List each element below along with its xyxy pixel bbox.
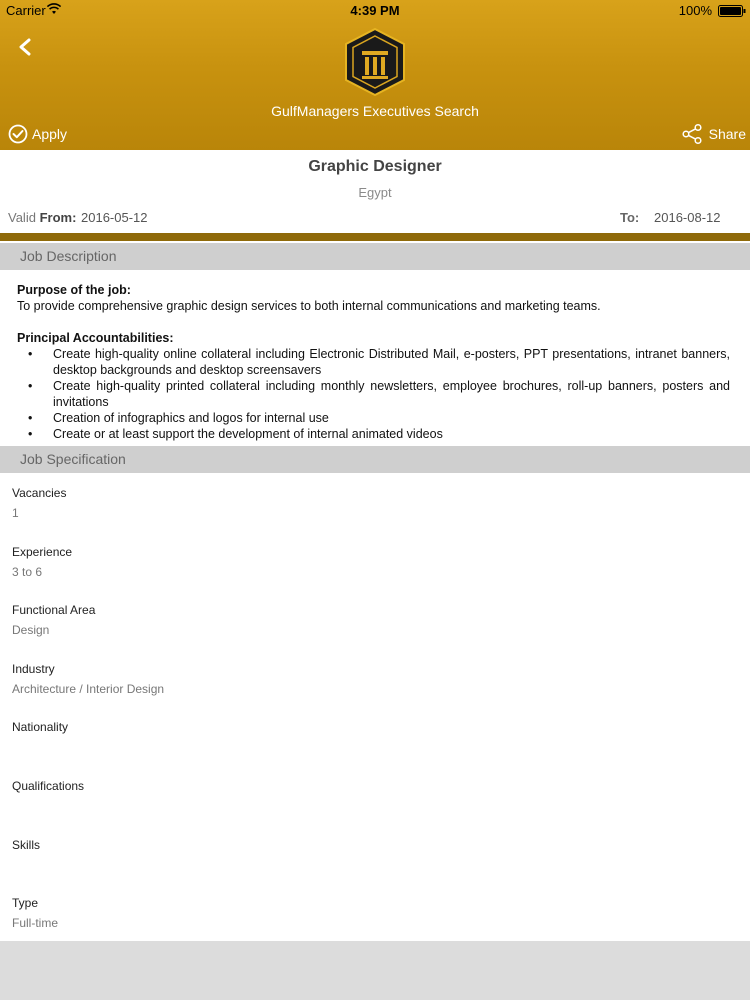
job-location: Egypt bbox=[358, 185, 392, 200]
spec-label: Qualifications bbox=[12, 778, 85, 793]
spec-experience bbox=[12, 545, 732, 604]
spec-qualifications bbox=[12, 779, 732, 838]
spec-value: 3 to 6 bbox=[12, 564, 43, 579]
spec-value: Full-time bbox=[12, 916, 59, 931]
spec-skills bbox=[12, 838, 732, 897]
check-circle-icon bbox=[8, 124, 28, 144]
share-label: Share bbox=[708, 126, 746, 142]
purpose-heading: Purpose of the job: bbox=[17, 283, 131, 297]
share-icon bbox=[681, 123, 703, 145]
back-button[interactable] bbox=[10, 32, 40, 62]
spec-label: Vacancies bbox=[12, 486, 67, 500]
job-specification-header: Job Specification bbox=[0, 446, 750, 473]
bottom-bar bbox=[0, 941, 750, 1000]
apply-button[interactable] bbox=[8, 123, 67, 145]
spec-vacancies bbox=[12, 486, 732, 545]
share-button[interactable] bbox=[681, 123, 746, 145]
spec-value: Design bbox=[12, 623, 50, 638]
accountability-item: • Create high-quality online collateral including Electronic Distributed Mail, e-posters, PPT presentations, intranet banners, desktop backgrounds and desktop screensavers bbox=[17, 346, 730, 378]
company-logo bbox=[340, 27, 410, 97]
spec-value bbox=[12, 740, 732, 754]
spec-value: 1 bbox=[12, 506, 19, 520]
status-bar bbox=[0, 0, 750, 22]
clock: 4:39 PM bbox=[350, 3, 400, 18]
accountability-item: • Create high-quality printed collateral including monthly newsletters, employee brochures, roll-up banners, posters and invitations bbox=[17, 378, 730, 410]
spec-industry bbox=[12, 662, 732, 721]
spec-label: Type bbox=[12, 896, 39, 911]
spec-label: Experience bbox=[12, 544, 73, 559]
valid-from-label: Valid From: bbox=[8, 210, 77, 225]
job-specification-list bbox=[12, 486, 732, 955]
spec-label: Nationality bbox=[12, 720, 69, 735]
spec-value bbox=[12, 799, 732, 813]
header-divider bbox=[0, 233, 750, 241]
job-title: Graphic Designer bbox=[308, 158, 442, 175]
carrier-label: Carrier bbox=[6, 3, 46, 18]
validity-row bbox=[8, 210, 742, 228]
job-description-body bbox=[17, 282, 730, 442]
spec-functional-area bbox=[12, 603, 732, 662]
app-header bbox=[0, 0, 750, 150]
purpose-text: To provide comprehensive graphic design services to both internal communications and marketing teams. bbox=[17, 299, 601, 313]
spec-label: Functional Area bbox=[12, 603, 96, 618]
spec-nationality bbox=[12, 720, 732, 779]
apply-label: Apply bbox=[32, 126, 68, 142]
battery-icon bbox=[718, 5, 746, 17]
accountabilities-list bbox=[17, 346, 730, 442]
accountabilities-heading: Principal Accountabilities: bbox=[17, 331, 174, 345]
battery-percent: 100% bbox=[678, 3, 712, 18]
spec-label: Industry bbox=[12, 661, 55, 676]
spec-value: Architecture / Interior Design bbox=[12, 681, 165, 696]
spec-label: Skills bbox=[12, 837, 41, 852]
accountability-item: • Creation of infographics and logos for internal use bbox=[17, 410, 730, 426]
chevron-left-icon bbox=[10, 32, 40, 62]
valid-to-date: 2016-08-12 bbox=[654, 210, 721, 225]
app-title: GulfManagers Executives Search bbox=[271, 103, 479, 119]
spec-value bbox=[12, 858, 732, 872]
valid-to-label: To: bbox=[620, 210, 640, 225]
valid-from-date: 2016-05-12 bbox=[81, 210, 148, 225]
job-description-header: Job Description bbox=[0, 243, 750, 270]
accountability-item: • Create or at least support the development of internal animated videos bbox=[17, 426, 730, 442]
